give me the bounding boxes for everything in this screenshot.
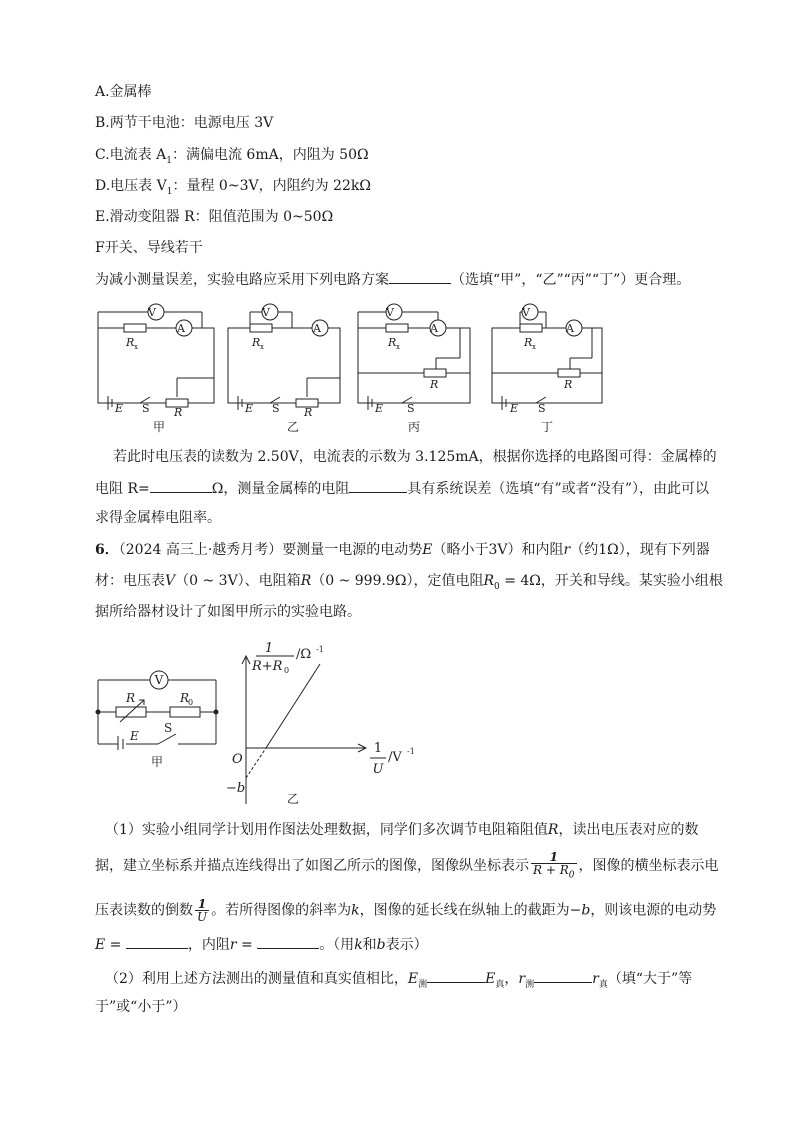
circuit-label-jia: 甲 (153, 420, 166, 434)
q6-line1: 6．（2024 高三上·越秀月考）要测量一电源的电动势E（略小于3V）和内阻r（约1Ω），现有下列器 (95, 542, 710, 558)
q5-choose-line: 为减小测量误差，实验电路应采用下列电路方案 （选填“甲”，“乙”“丙”“丁”）更合理。 (95, 269, 690, 290)
circuit-yi (228, 304, 340, 410)
svg-text:R: R (252, 336, 261, 349)
svg-text:x: x (260, 343, 264, 351)
svg-text:V: V (522, 306, 530, 319)
circuit-label-yi: 乙 (287, 420, 300, 434)
circuit-ding (492, 304, 602, 410)
svg-text:S: S (407, 402, 415, 415)
q6-line2: 材：电压表V（0 ~ 3V）、电阻箱R（0 ~ 999.9Ω），定值电阻$R_0 = 4\Omega$，开关和导线。某实验小组根 (95, 573, 723, 592)
svg-text:R: R (304, 406, 313, 419)
answer-blank[interactable] (389, 269, 451, 284)
svg-text:A: A (566, 322, 574, 335)
svg-text:1: 1 (373, 741, 383, 756)
svg-text:E: E (375, 402, 384, 415)
svg-text:S: S (538, 402, 546, 415)
svg-text:U: U (372, 762, 384, 777)
svg-text:R: R (174, 406, 183, 419)
svg-text:E: E (115, 402, 124, 415)
svg-text:S: S (164, 721, 173, 735)
svg-text:/V: /V (388, 750, 402, 765)
q5-reading-line2: 电阻 R= Ω，测量金属棒的电阻 具有系统误差（选填“有”或者“没有”），由此可以 (95, 478, 709, 499)
svg-text:x: x (532, 343, 536, 351)
graph-line (266, 664, 320, 748)
option-d: D.电压表 $V_1$：量程 0~3V，内阻约为 22kΩ (95, 178, 371, 197)
q6-line3: 据所给器材设计了如图甲所示的实验电路。 (95, 604, 361, 620)
svg-text:A: A (430, 322, 438, 335)
q6-p1-line3: 压表读数的倒数 $\frac{1}{U}$ 。若所得图像的斜率为k，图像的延长线在纵轴上的截距为−b，则该电源的电动势 (95, 897, 717, 924)
r-compare-blank[interactable] (534, 968, 592, 983)
circuit-label-ding: 丁 (541, 420, 554, 434)
circuit-label-bing: 丙 (408, 420, 421, 434)
q6-p1-line4: E = ，内阻r = 。（用k和b表示） (95, 934, 428, 955)
resistance-blank[interactable] (150, 478, 212, 493)
q6-p2-line1: （2）利用上述方法测出的测量值和真实值相比，$E_测$ $E_真$，$r_测$ $r_真$（填“大于”等 (105, 968, 692, 995)
svg-text:0: 0 (284, 666, 290, 675)
emf-compare-blank[interactable] (427, 968, 485, 983)
q6-fig-label-jia: 甲 (151, 755, 164, 769)
svg-text:V: V (148, 306, 156, 319)
internal-resistance-blank[interactable] (257, 934, 319, 949)
svg-text:1: 1 (264, 641, 274, 656)
svg-text:−b: −b (226, 781, 246, 796)
q6-p1-line2: 据，建立坐标系并描点连线得出了如图乙所示的图像，图像纵坐标表示 $\frac{1}{R + R_0}$ ，图像的横坐标表示电 (95, 850, 719, 881)
svg-text:/Ω: /Ω (296, 647, 312, 662)
svg-text:R+R: R+R (252, 659, 283, 674)
q6-circuit-jia (92, 668, 224, 750)
svg-text:S: S (142, 402, 150, 415)
emf-blank[interactable] (126, 934, 188, 949)
svg-text:O: O (232, 752, 243, 767)
svg-text:A: A (177, 322, 185, 335)
q5-reading-line1: 若此时电压表的读数为 2.50V，电流表的示数为 3.125mA，根据你选择的电路图可得：金属棒的 (113, 449, 717, 465)
q5-reading-line3: 求得金属棒电阻率。 (95, 510, 221, 526)
error-blank[interactable] (349, 478, 407, 493)
option-b: B.两节干电池：电源电压 3V (95, 115, 274, 131)
svg-text:V: V (386, 306, 394, 319)
option-a: A.金属棒 (95, 84, 152, 100)
option-e: E.滑动变阻器 R：阻值范围为 0~50Ω (95, 209, 334, 225)
svg-text:E: E (130, 729, 139, 743)
svg-text:0: 0 (188, 698, 194, 707)
svg-text:R: R (388, 336, 397, 349)
svg-text:-1: -1 (316, 645, 324, 654)
circuit-bing (358, 304, 470, 410)
q6-graph-yi (224, 632, 424, 810)
svg-text:V: V (262, 306, 270, 319)
svg-text:S: S (272, 402, 280, 415)
circuit-diagrams (90, 298, 610, 436)
svg-text:V: V (154, 673, 164, 687)
q6-p1-line1: （1）实验小组同学计划用作图法处理数据，同学们多次调节电阻箱阻值R，读出电压表对应的数 (105, 822, 699, 838)
svg-text:x: x (396, 343, 400, 351)
svg-text:R: R (564, 378, 573, 391)
svg-text:R: R (524, 336, 533, 349)
circuit-jia (98, 304, 214, 410)
svg-text:R: R (126, 691, 136, 705)
svg-text:A: A (313, 322, 321, 335)
svg-text:E: E (245, 402, 254, 415)
q6-fig-label-yi: 乙 (287, 792, 300, 806)
svg-text:x: x (134, 343, 138, 351)
svg-text:R: R (126, 336, 135, 349)
svg-text:E: E (510, 402, 519, 415)
svg-text:R: R (430, 378, 439, 391)
svg-text:-1: -1 (407, 747, 415, 756)
option-c: C.电流表 $A_1$：满偏电流 6mA，内阻为 50Ω (95, 147, 369, 166)
graph-extension (246, 748, 266, 778)
option-f: F开关、导线若干 (95, 240, 203, 256)
svg-text:R: R (180, 691, 190, 705)
q6-p2-line2: 于”或“小于”） (95, 999, 187, 1015)
